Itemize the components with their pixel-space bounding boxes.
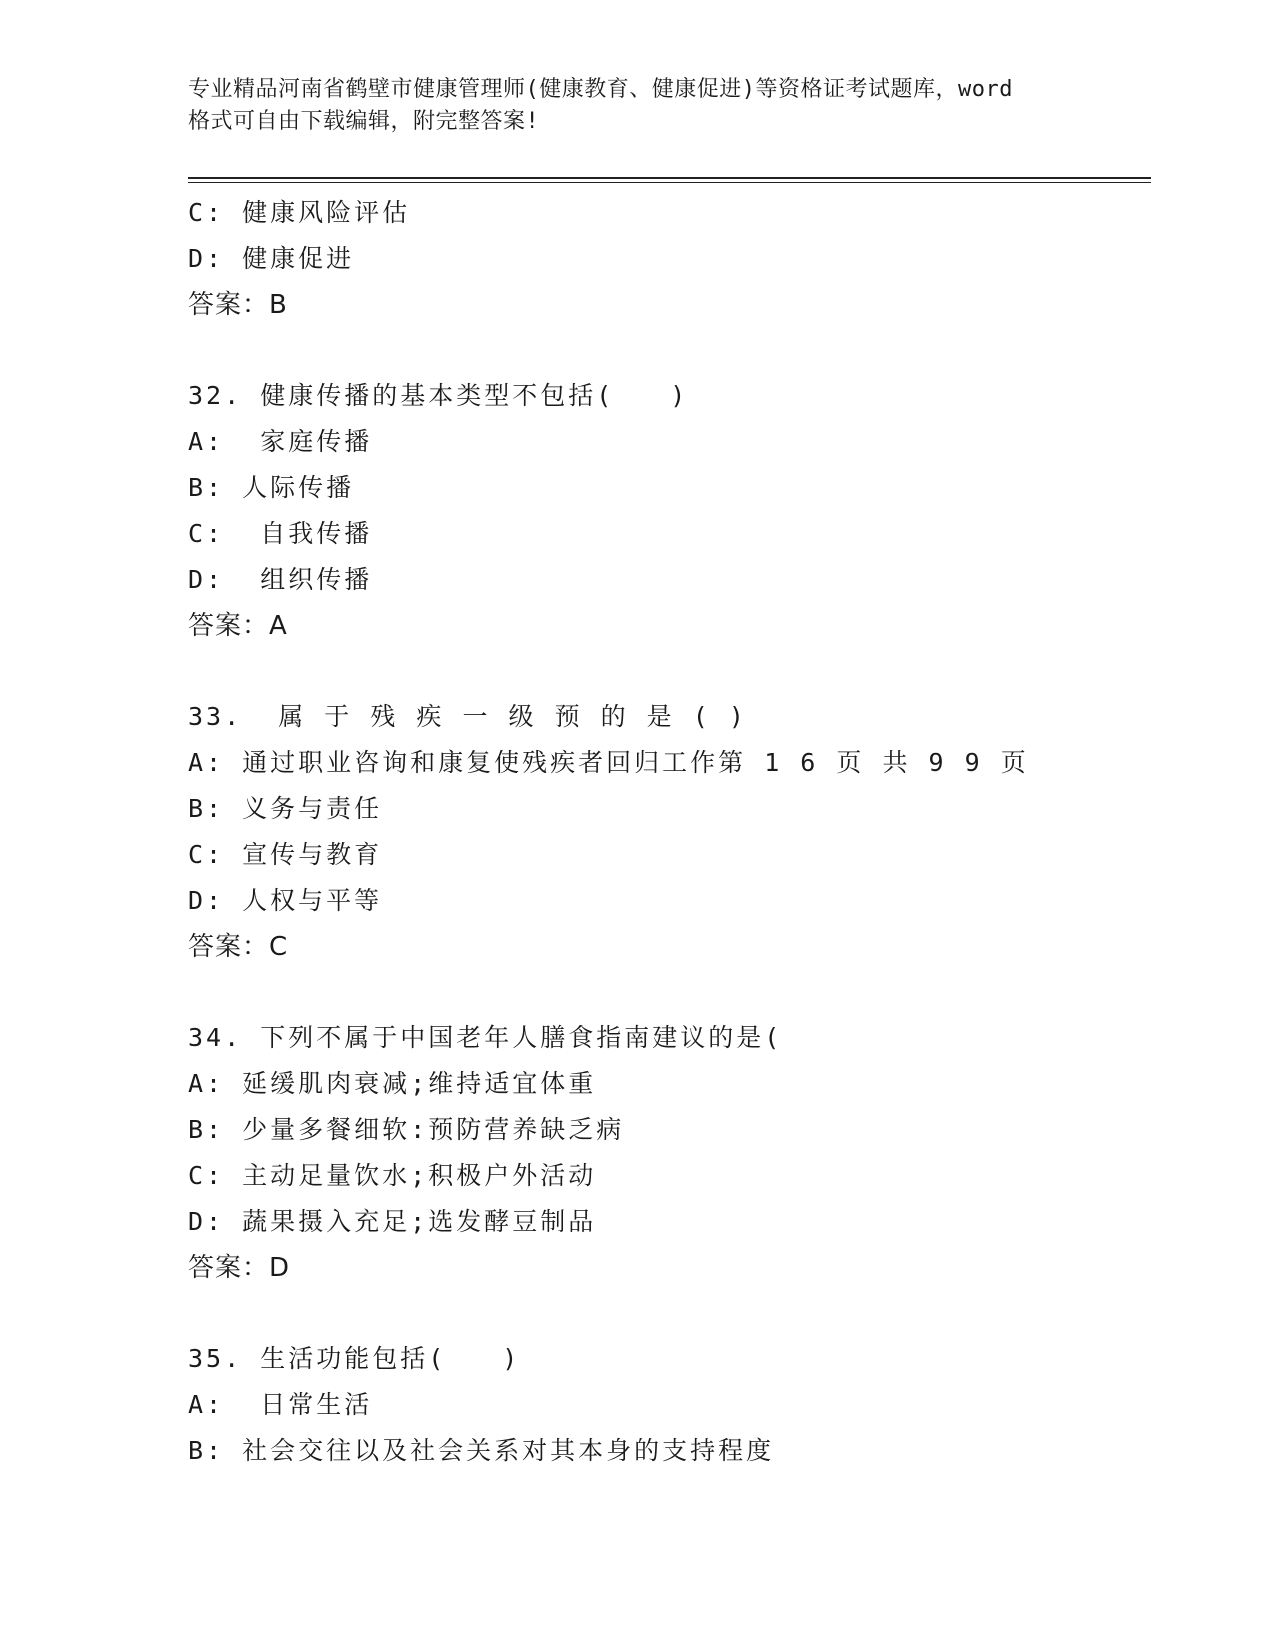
- option-a: A: 延缓肌肉衰减;维持适宜体重: [188, 1069, 597, 1098]
- option-d: D: 人权与平等: [188, 886, 383, 915]
- header-line-2: 格式可自由下载编辑，附完整答案!: [188, 109, 540, 134]
- option-b: B: 义务与责任: [188, 794, 383, 823]
- option-a: A: 日常生活: [188, 1390, 373, 1419]
- question-block-35: [188, 1336, 1148, 1474]
- answer-label: 答案：C: [188, 932, 289, 962]
- option-c: C: 宣传与教育: [188, 840, 383, 869]
- question-block-31: [188, 190, 1148, 328]
- option-b: B: 少量多餐细软:预防营养缺乏病: [188, 1115, 625, 1144]
- question-block-32: [188, 373, 1148, 649]
- option-a: A: 家庭传播: [188, 427, 373, 456]
- option-b: B: 社会交往以及社会关系对其本身的支持程度: [188, 1436, 775, 1465]
- option-c: C: 主动足量饮水;积极户外活动: [188, 1161, 597, 1190]
- question-list: [188, 190, 1148, 1474]
- option-b: B: 人际传播: [188, 473, 355, 502]
- question-text: 34. 下列不属于中国老年人膳食指南建议的是(: [188, 1023, 783, 1052]
- option-c: C: 自我传播: [188, 519, 373, 548]
- document-header: [188, 74, 1088, 138]
- answer-label: 答案：D: [188, 1253, 291, 1283]
- question-block-33: [188, 694, 1148, 970]
- header-line-1: 专业精品河南省鹤壁市健康管理师(健康教育、健康促进)等资格证考试题库，word: [188, 77, 1013, 102]
- option-d: D: 健康促进: [188, 244, 355, 273]
- option-d: D: 蔬果摄入充足;选发酵豆制品: [188, 1207, 597, 1236]
- question-block-34: [188, 1015, 1148, 1291]
- option-d: D: 组织传播: [188, 565, 373, 594]
- question-text: 32. 健康传播的基本类型不包括( ): [188, 381, 689, 410]
- option-a: A: 通过职业咨询和康复使残疾者回归工作第 1 6 页 共 9 9 页: [188, 748, 1029, 777]
- header-divider-thick: [188, 177, 1151, 179]
- question-text: 35. 生活功能包括( ): [188, 1344, 521, 1373]
- question-text: 33. 属 于 残 疾 一 级 预 的 是 ( ): [188, 702, 747, 731]
- option-c: C: 健康风险评估: [188, 198, 411, 227]
- answer-label: 答案：B: [188, 290, 288, 320]
- answer-label: 答案：A: [188, 611, 288, 641]
- header-divider-thin: [188, 182, 1151, 183]
